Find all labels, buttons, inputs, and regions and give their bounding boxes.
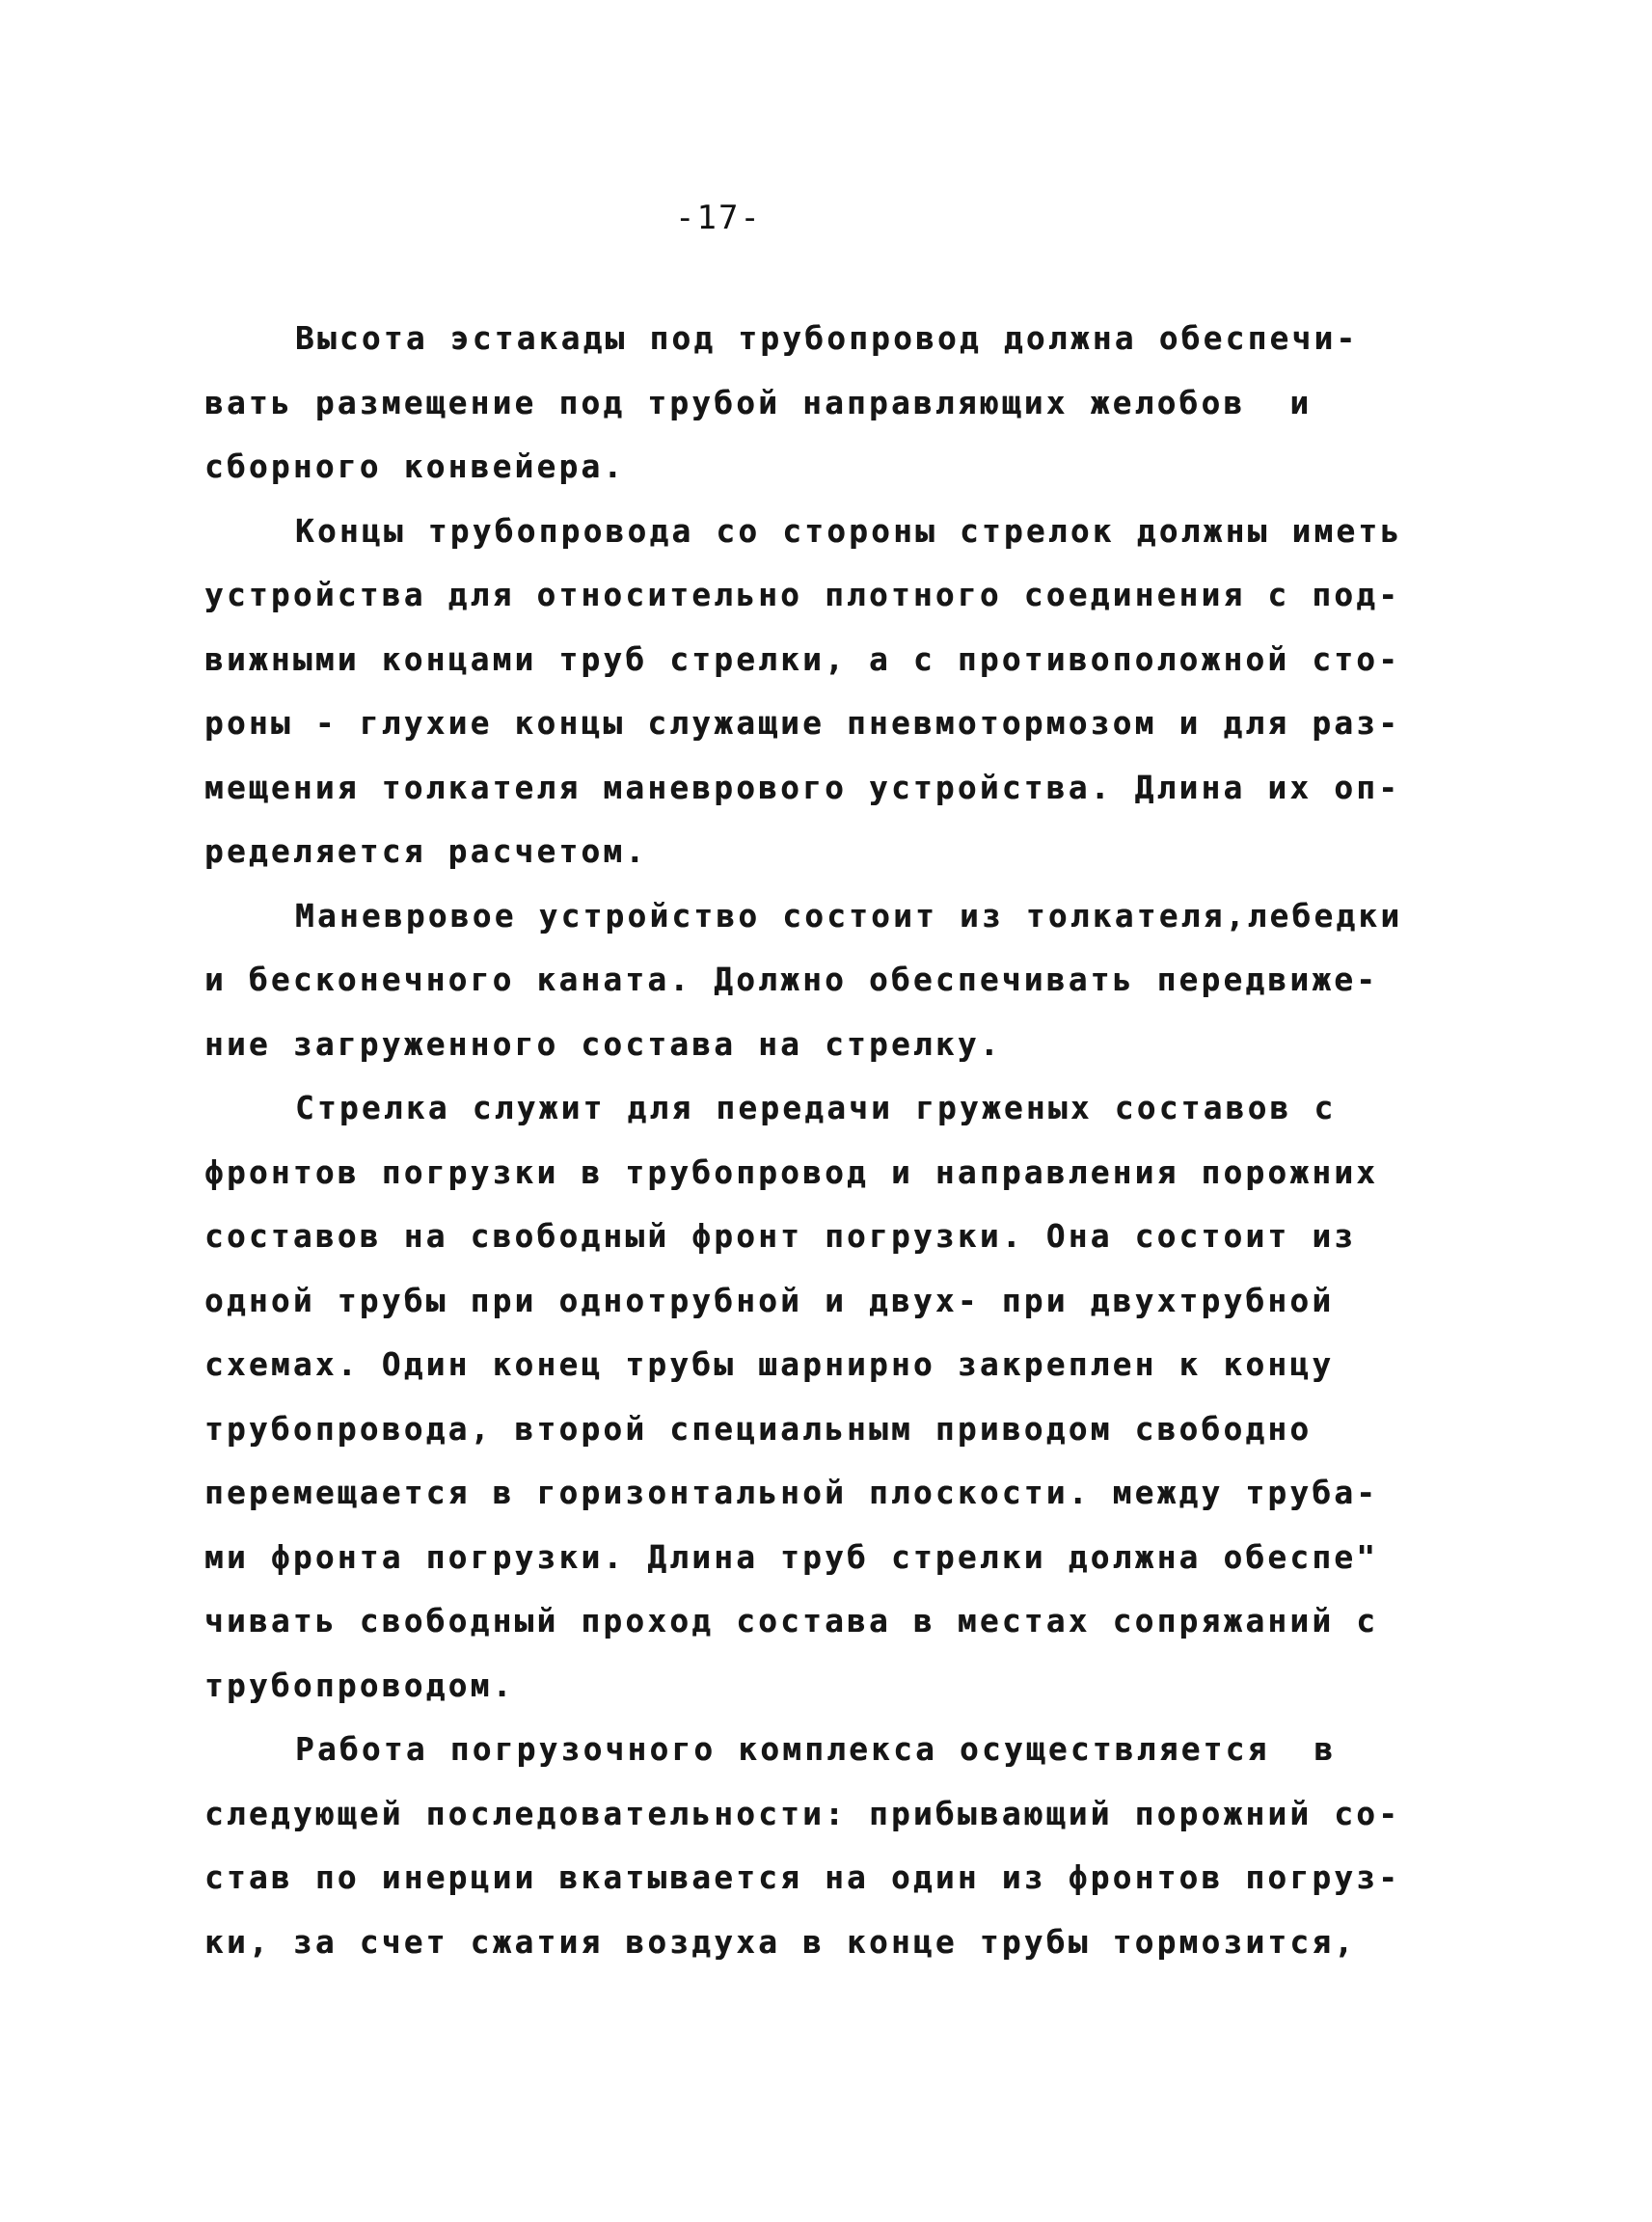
text-line: Концы трубопровода со стороны стрелок должны иметь [295,512,1403,550]
text-line: и бесконечного каната. Должно обеспечивать передвиже- [204,962,1379,998]
text-line: перемещается в горизонтальной плоскости. между труба- [204,1475,1379,1511]
text-line: фронтов погрузки в трубопровод и направления порожних [204,1153,1379,1191]
text-line: Маневровое устройство состоит из толкателя,лебедки [295,897,1403,935]
text-line: схемах. Один конец трубы шарнирно закреплен к концу [204,1346,1335,1383]
text-line: следующей последовательности: прибывающий порожний со- [204,1795,1401,1832]
text-line: роны - глухие концы служащие пневмотормозом и для раз- [204,705,1401,742]
text-line: мещения толкателя маневрового устройства. Длина их оп- [204,769,1401,806]
text-line: ки, за счет сжатия воздуха в конце трубы тормозится, [204,1923,1357,1961]
text-line: чивать свободный проход состава в местах сопряжаний с [204,1603,1379,1639]
text-line: трубопроводом. [204,1666,515,1704]
text-line: устройства для относительно плотного соединения с под- [204,577,1401,613]
text-line: ми фронта погрузки. Длина труб стрелки должна обеспе" [204,1538,1379,1576]
text-line: Высота эстакады под трубопровод должна обеспечи- [295,320,1359,357]
text-line: Стрелка служит для передачи груженых составов с [295,1090,1337,1126]
text-line: вать размещение под трубой направляющих желобов и [204,384,1313,421]
text-line: составов на свободный фронт погрузки. Она состоит из [204,1218,1357,1255]
text-line: трубопровода, второй специальным приводом свободно [204,1410,1313,1448]
body-text [204,307,1487,1974]
text-line: вижными концами труб стрелки, а с противоположной сто- [204,640,1401,678]
text-line: ределяется расчетом. [204,833,648,870]
text-line: став по инерции вкатывается на один из фронтов погруз- [204,1859,1401,1896]
text-line: ние загруженного состава на стрелку. [204,1025,1002,1063]
page-number: -17- [675,199,762,237]
text-line: сборного конвейера. [204,448,626,485]
text-line: одной трубы при однотрубной и двух- при двухтрубной [204,1282,1335,1319]
text-line: Работа погрузочного комплекса осуществляется в [295,1731,1337,1768]
